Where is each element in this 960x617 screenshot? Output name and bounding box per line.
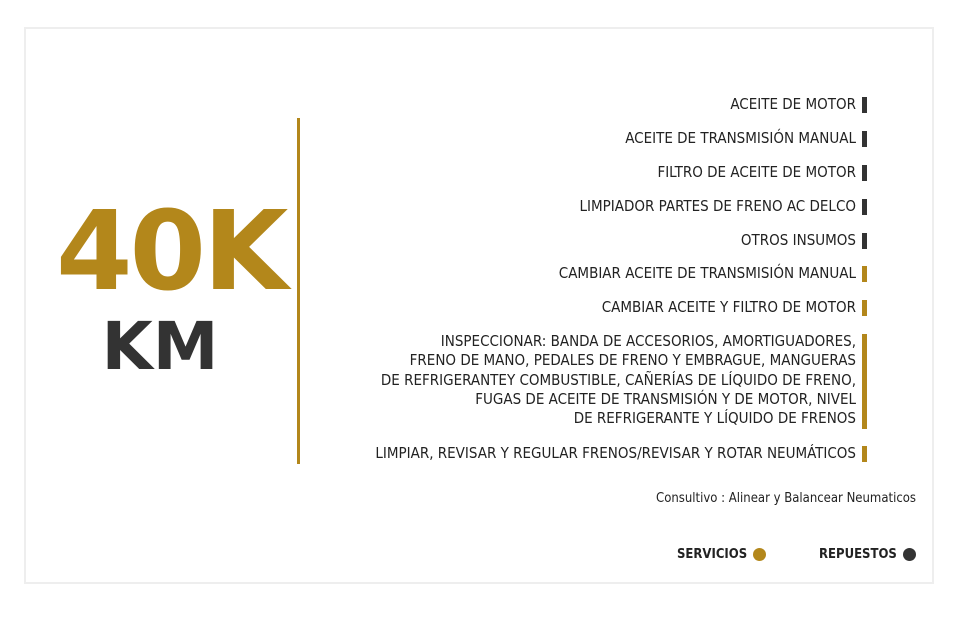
item-text: INSPECCIONAR: BANDA DE ACCESORIOS, AMORTIGUADORES, xyxy=(440,332,856,350)
item-text: ACEITE DE MOTOR xyxy=(730,95,856,113)
advisory-note: Consultivo : Alinear y Balancear Neumaticos xyxy=(656,491,916,506)
repuesto-marker xyxy=(862,233,867,249)
servicio-marker xyxy=(862,334,867,429)
item-text: CAMBIAR ACEITE Y FILTRO DE MOTOR xyxy=(601,298,856,316)
mileage-unit: KM xyxy=(101,308,219,385)
mileage-value: 40K xyxy=(56,187,286,315)
item-text: FRENO DE MANO, PEDALES DE FRENO Y EMBRAGUE, MANGUERAS xyxy=(409,351,856,370)
item-text: ACEITE DE TRANSMISIÓN MANUAL xyxy=(625,129,856,147)
legend-servicios-label: SERVICIOS xyxy=(677,547,748,562)
item-text: DE REFRIGERANTEY COMBUSTIBLE, CAÑERÍAS DE LÍQUIDO DE FRENO, xyxy=(380,370,856,389)
legend-repuestos-label: REPUESTOS xyxy=(819,547,897,562)
item-text: OTROS INSUMOS xyxy=(740,231,856,249)
servicio-marker xyxy=(862,266,867,282)
repuesto-marker xyxy=(862,199,867,215)
item-text: FILTRO DE ACEITE DE MOTOR xyxy=(657,163,856,181)
servicio-marker xyxy=(862,300,867,316)
item-text: FUGAS DE ACEITE DE TRANSMISIÓN Y DE MOTOR, NIVEL xyxy=(475,389,856,408)
repuesto-marker xyxy=(862,131,867,147)
legend-servicios xyxy=(677,547,766,562)
dark-dot-icon xyxy=(903,548,916,561)
gold-dot-icon xyxy=(753,548,766,561)
repuesto-marker xyxy=(862,165,867,181)
legend-repuestos xyxy=(819,547,916,562)
divider xyxy=(297,118,300,464)
repuesto-marker xyxy=(862,97,867,113)
item-text: DE REFRIGERANTE Y LÍQUIDO DE FRENOS xyxy=(573,409,856,428)
item-text: CAMBIAR ACEITE DE TRANSMISIÓN MANUAL xyxy=(558,264,856,282)
item-text: LIMPIAR, REVISAR Y REGULAR FRENOS/REVISAR Y ROTAR NEUMÁTICOS xyxy=(375,444,856,462)
item-text: LIMPIADOR PARTES DE FRENO AC DELCO xyxy=(579,197,856,215)
servicio-marker xyxy=(862,446,867,462)
